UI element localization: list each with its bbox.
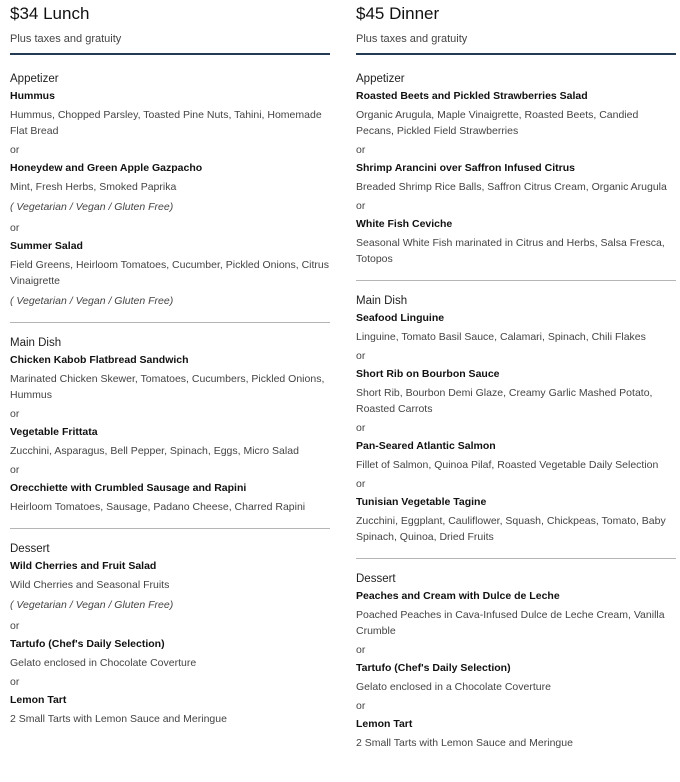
menu-item xyxy=(356,495,676,545)
dish-description: 2 Small Tarts with Lemon Sauce and Meringue xyxy=(356,737,573,749)
or-separator: or xyxy=(356,478,366,490)
dish-description: Organic Arugula, Maple Vinaigrette, Roasted Beets, Candied Pecans, Pickled Field Strawberries xyxy=(356,109,639,137)
menu-item xyxy=(10,89,330,139)
section-divider xyxy=(10,528,330,529)
dish-name: Honeydew and Green Apple Gazpacho xyxy=(10,162,203,174)
menu-item xyxy=(356,367,676,417)
dish-name: Vegetable Frittata xyxy=(10,426,98,438)
or-separator: or xyxy=(356,422,366,434)
menu-item xyxy=(10,637,330,671)
section-heading: Appetizer xyxy=(10,73,59,85)
dietary-note: ( Vegetarian / Vegan / Gluten Free) xyxy=(10,295,174,307)
menu-section xyxy=(10,542,330,727)
or-separator: or xyxy=(356,700,366,712)
menu-item xyxy=(10,559,330,613)
menu-section xyxy=(356,72,676,267)
dish-name: Pan-Seared Atlantic Salmon xyxy=(356,440,496,452)
section-heading: Dessert xyxy=(10,543,50,555)
or-separator: or xyxy=(10,408,20,420)
menu-section xyxy=(356,294,676,545)
menu-section xyxy=(356,572,676,751)
menu-item xyxy=(10,693,330,727)
dish-name: Summer Salad xyxy=(10,240,83,252)
or-separator: or xyxy=(356,350,366,362)
dish-name: White Fish Ceviche xyxy=(356,218,453,230)
menu-item xyxy=(356,89,676,139)
or-separator: or xyxy=(356,644,366,656)
dish-description: Wild Cherries and Seasonal Fruits xyxy=(10,579,170,591)
or-separator: or xyxy=(10,144,20,156)
dinner-menu-title: $45 Dinner xyxy=(356,4,440,23)
lunch-menu-subtitle: Plus taxes and gratuity xyxy=(10,33,122,45)
dish-name: Hummus xyxy=(10,90,55,102)
menu-item xyxy=(356,717,676,751)
section-divider xyxy=(10,322,330,323)
dish-description: Linguine, Tomato Basil Sauce, Calamari, Spinach, Chili Flakes xyxy=(356,331,646,343)
dish-name: Seafood Linguine xyxy=(356,312,445,324)
dish-description: Mint, Fresh Herbs, Smoked Paprika xyxy=(10,181,177,193)
menu-item xyxy=(10,481,330,515)
dish-description: Heirloom Tomatoes, Sausage, Padano Cheese, Charred Rapini xyxy=(10,501,306,513)
dish-description: Zucchini, Asparagus, Bell Pepper, Spinach, Eggs, Micro Salad xyxy=(10,445,299,457)
dinner-title-divider xyxy=(356,53,676,55)
menu-item xyxy=(10,353,330,403)
dietary-note: ( Vegetarian / Vegan / Gluten Free) xyxy=(10,201,174,213)
dish-name: Tunisian Vegetable Tagine xyxy=(356,496,487,508)
menu-item xyxy=(356,589,676,639)
dish-name: Orecchiette with Crumbled Sausage and Rapini xyxy=(10,482,247,494)
lunch-sections xyxy=(10,72,330,727)
dish-name: Tartufo (Chef's Daily Selection) xyxy=(10,638,165,650)
section-divider xyxy=(356,280,676,281)
dish-name: Peaches and Cream with Dulce de Leche xyxy=(356,590,560,602)
dish-description: Zucchini, Eggplant, Cauliflower, Squash, Chickpeas, Tomato, Baby Spinach, Quinoa, Dried Fruits xyxy=(356,515,666,543)
lunch-title-divider xyxy=(10,53,330,55)
menu-item xyxy=(356,439,676,473)
menu-item xyxy=(10,425,330,459)
dish-name: Short Rib on Bourbon Sauce xyxy=(356,368,500,380)
menu-item xyxy=(10,239,330,309)
section-heading: Appetizer xyxy=(356,73,405,85)
lunch-menu-title: $34 Lunch xyxy=(10,4,90,23)
menu-item xyxy=(356,161,676,195)
dish-name: Tartufo (Chef's Daily Selection) xyxy=(356,662,511,674)
dish-name: Shrimp Arancini over Saffron Infused Citrus xyxy=(356,162,575,174)
dinner-menu-subtitle: Plus taxes and gratuity xyxy=(356,33,468,45)
dish-description: Breaded Shrimp Rice Balls, Saffron Citrus Cream, Organic Arugula xyxy=(356,181,667,193)
or-separator: or xyxy=(10,222,20,234)
or-separator: or xyxy=(10,464,20,476)
or-separator: or xyxy=(10,620,20,632)
dish-name: Roasted Beets and Pickled Strawberries Salad xyxy=(356,90,588,102)
dish-description: 2 Small Tarts with Lemon Sauce and Meringue xyxy=(10,713,227,725)
menu-item xyxy=(10,161,330,215)
section-divider xyxy=(356,558,676,559)
dish-description: Short Rib, Bourbon Demi Glaze, Creamy Garlic Mashed Potato, Roasted Carrots xyxy=(356,387,653,415)
dish-name: Chicken Kabob Flatbread Sandwich xyxy=(10,354,189,366)
dish-description: Marinated Chicken Skewer, Tomatoes, Cucumbers, Pickled Onions, Hummus xyxy=(10,373,325,401)
dish-description: Poached Peaches in Cava-Infused Dulce de Leche Cream, Vanilla Crumble xyxy=(356,609,665,637)
dish-description: Fillet of Salmon, Quinoa Pilaf, Roasted Vegetable Daily Selection xyxy=(356,459,659,471)
dish-description: Field Greens, Heirloom Tomatoes, Cucumber, Pickled Onions, Citrus Vinaigrette xyxy=(10,259,330,287)
dinner-sections xyxy=(356,72,676,751)
dish-description: Gelato enclosed in a Chocolate Coverture xyxy=(356,681,551,693)
dish-description: Hummus, Chopped Parsley, Toasted Pine Nuts, Tahini, Homemade Flat Bread xyxy=(10,109,322,137)
dish-description: Gelato enclosed in Chocolate Coverture xyxy=(10,657,197,669)
dish-name: Lemon Tart xyxy=(356,718,413,730)
lunch-menu xyxy=(10,0,330,727)
menu-item xyxy=(356,661,676,695)
menu-item xyxy=(356,217,676,267)
or-separator: or xyxy=(356,200,366,212)
section-heading: Main Dish xyxy=(356,295,408,307)
dinner-menu xyxy=(356,0,676,751)
or-separator: or xyxy=(10,676,20,688)
section-heading: Dessert xyxy=(356,573,396,585)
dish-description: Seasonal White Fish marinated in Citrus and Herbs, Salsa Fresca, Totopos xyxy=(356,237,665,265)
section-heading: Main Dish xyxy=(10,337,62,349)
dietary-note: ( Vegetarian / Vegan / Gluten Free) xyxy=(10,599,174,611)
dish-name: Wild Cherries and Fruit Salad xyxy=(10,560,157,572)
menu-item xyxy=(356,311,676,345)
menu-section xyxy=(10,336,330,515)
or-separator: or xyxy=(356,144,366,156)
menu-section xyxy=(10,72,330,309)
dish-name: Lemon Tart xyxy=(10,694,67,706)
